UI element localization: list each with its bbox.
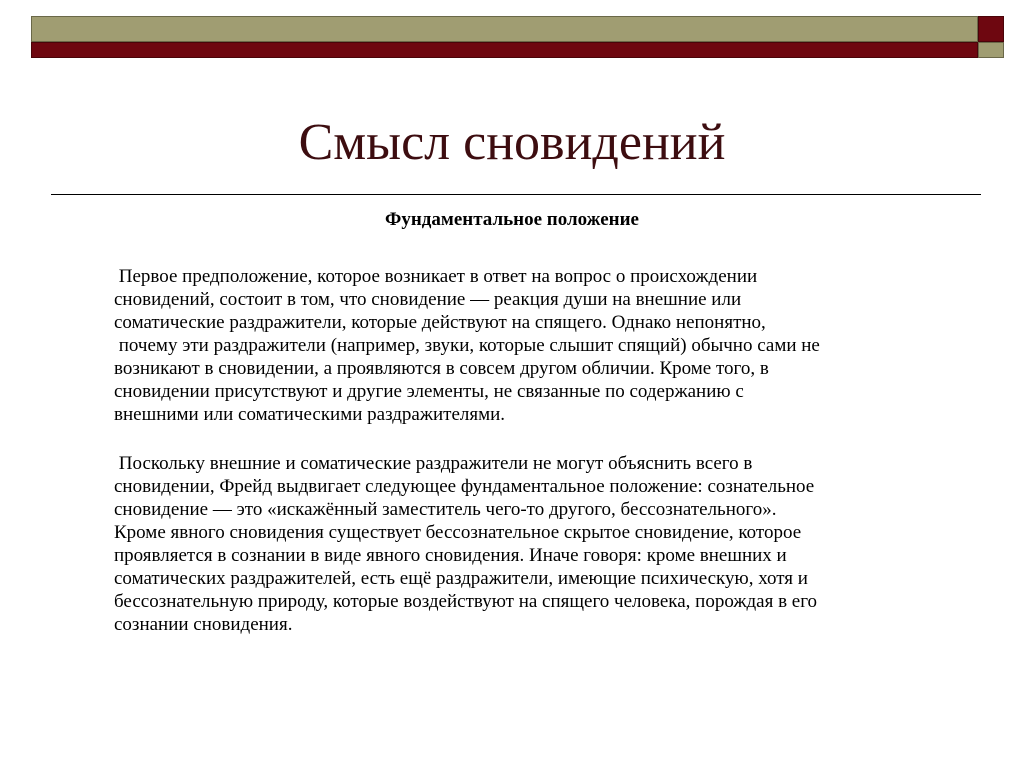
header-band-red xyxy=(31,42,978,58)
slide-title: Смысл сновидений xyxy=(298,114,726,171)
header-band-olive xyxy=(31,16,978,42)
corner-square-red xyxy=(978,16,1004,42)
title-divider xyxy=(51,194,981,195)
paragraph-1: Первое предположение, которое возникает в ответ на вопрос о происхождении сновидений, состоит в том, что сновидение — реакция души на внешние или соматические раздражители, которые действуют на спящего. Однако непонятно, почему эти раздражители (например, звуки, которые слышит спящий) обычно сами не возникают в сновидении, а проявляются в совсем другом обличии. Кроме того, в сновидении присутствуют и другие элементы, не связанные по содержанию с внешними или соматическими раздражителями. xyxy=(114,266,820,425)
corner-square-olive xyxy=(978,42,1004,58)
paragraph-2: Поскольку внешние и соматические раздражители не могут объяснить всего в сновидении, Фрейд выдвигает следующее фундаментальное положение: сознательное сновидение — это «искажённый заместитель чего-то другого, бессознательного». Кроме явного сновидения существует бессознательное скрытое сновидение, которое проявляется в сознании в виде явного сновидения. Иначе говоря: кроме внешних и соматических раздражителей, есть ещё раздражители, имеющие психическую, хотя и бессознательную природу, которые воздействуют на спящего человека, порождая в его сознании сновидения. xyxy=(114,453,818,635)
slide-subheading: Фундаментальное положение xyxy=(385,209,639,230)
